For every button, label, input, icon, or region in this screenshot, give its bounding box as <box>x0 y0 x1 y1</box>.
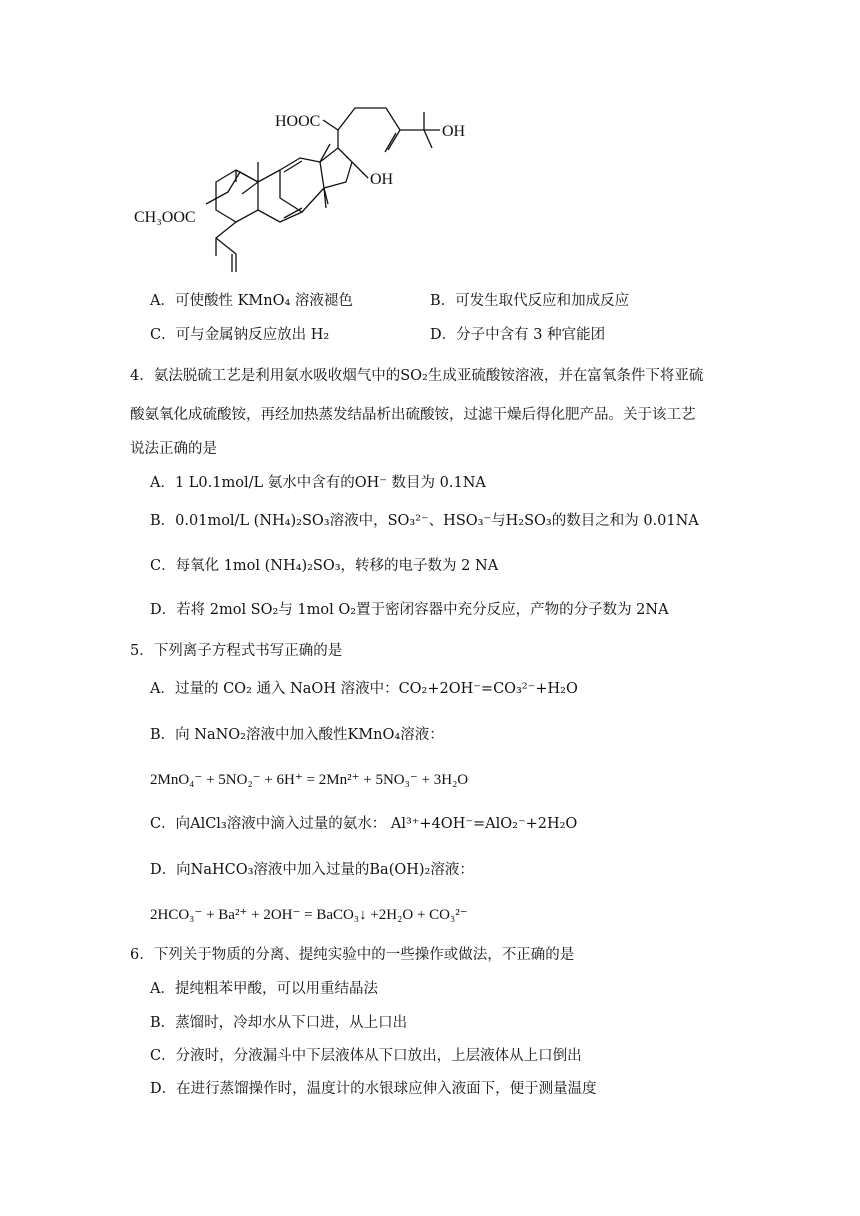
q6-option-b: B．蒸馏时，冷却水从下口进，从上口出 <box>150 1015 408 1031</box>
ch3ooc-label: CH₃OOC <box>134 209 196 226</box>
q3-option-a: A．可使酸性 KMnO₄ 溶液褪色 <box>150 293 353 309</box>
q6-stem: 6．下列关于物质的分离、提纯实验中的一些操作或做法，不正确的是 <box>130 947 575 963</box>
q3-option-b: B．可发生取代反应和加成反应 <box>430 293 630 309</box>
q5-option-d: D．向NaHCO₃溶液中加入过量的Ba(OH)₂溶液： <box>150 862 474 878</box>
q4-stem-line-1: 4．氨法脱硫工艺是利用氨水吸收烟气中的SO₂生成亚硫酸铵溶液，并在富氧条件下将亚硫 <box>130 368 704 384</box>
q5-option-a: A．过量的 CO₂ 通入 NaOH 溶液中：CO₂+2OH⁻=CO₃²⁻+H₂O <box>150 681 578 697</box>
oh-label-top: OH <box>442 123 466 140</box>
q4-stem-line-3: 说法正确的是 <box>130 441 217 457</box>
q4-option-a: A．1 L0.1mol/L 氨水中含有的OH⁻ 数目为 0.1NA <box>150 475 486 491</box>
q4-option-d: D．若将 2mol SO₂与 1mol O₂置于密闭容器中充分反应，产物的分子数为 2NA <box>150 602 669 618</box>
molecule-structure <box>130 100 490 285</box>
q4-option-b: B．0.01mol/L (NH₄)₂SO₃溶液中，SO₃²⁻、HSO₃⁻与H₂SO₃的数目之和为 0.01NA <box>150 513 699 529</box>
q5-option-b-equation: 2MnO₄⁻ + 5NO₂⁻ + 6H⁺ = 2Mn²⁺ + 5NO₃⁻ + 3H₂O <box>150 772 469 788</box>
q5-option-c: C．向AlCl₃溶液中滴入过量的氨水： Al³⁺+4OH⁻=AlO₂⁻+2H₂O <box>150 816 578 832</box>
q6-option-c: C．分液时，分液漏斗中下层液体从下口放出，上层液体从上口倒出 <box>150 1048 582 1064</box>
q5-option-d-equation: 2HCO₃⁻ + Ba²⁺ + 2OH⁻ = BaCO₃↓ +2H₂O + CO₃²⁻ <box>150 907 468 923</box>
q3-option-c: C．可与金属钠反应放出 H₂ <box>150 327 330 343</box>
oh-label-ring: OH <box>370 171 394 188</box>
q3-option-d: D．分子中含有 3 种官能团 <box>430 327 606 343</box>
hooc-label: HOOC <box>275 113 321 130</box>
q6-option-d: D．在进行蒸馏操作时，温度计的水银球应伸入液面下，便于测量温度 <box>150 1081 597 1097</box>
q4-stem-line-2: 酸氨氧化成硫酸铵，再经加热蒸发结晶析出硫酸铵，过滤干燥后得化肥产品。关于该工艺 <box>130 407 696 423</box>
q4-option-c: C．每氧化 1mol (NH₄)₂SO₃，转移的电子数为 2 NA <box>150 558 499 574</box>
q5-stem: 5．下列离子方程式书写正确的是 <box>130 643 343 659</box>
q5-option-b: B．向 NaNO₂溶液中加入酸性KMnO₄溶液： <box>150 727 444 743</box>
q6-option-a: A．提纯粗苯甲酸，可以用重结晶法 <box>150 981 378 997</box>
